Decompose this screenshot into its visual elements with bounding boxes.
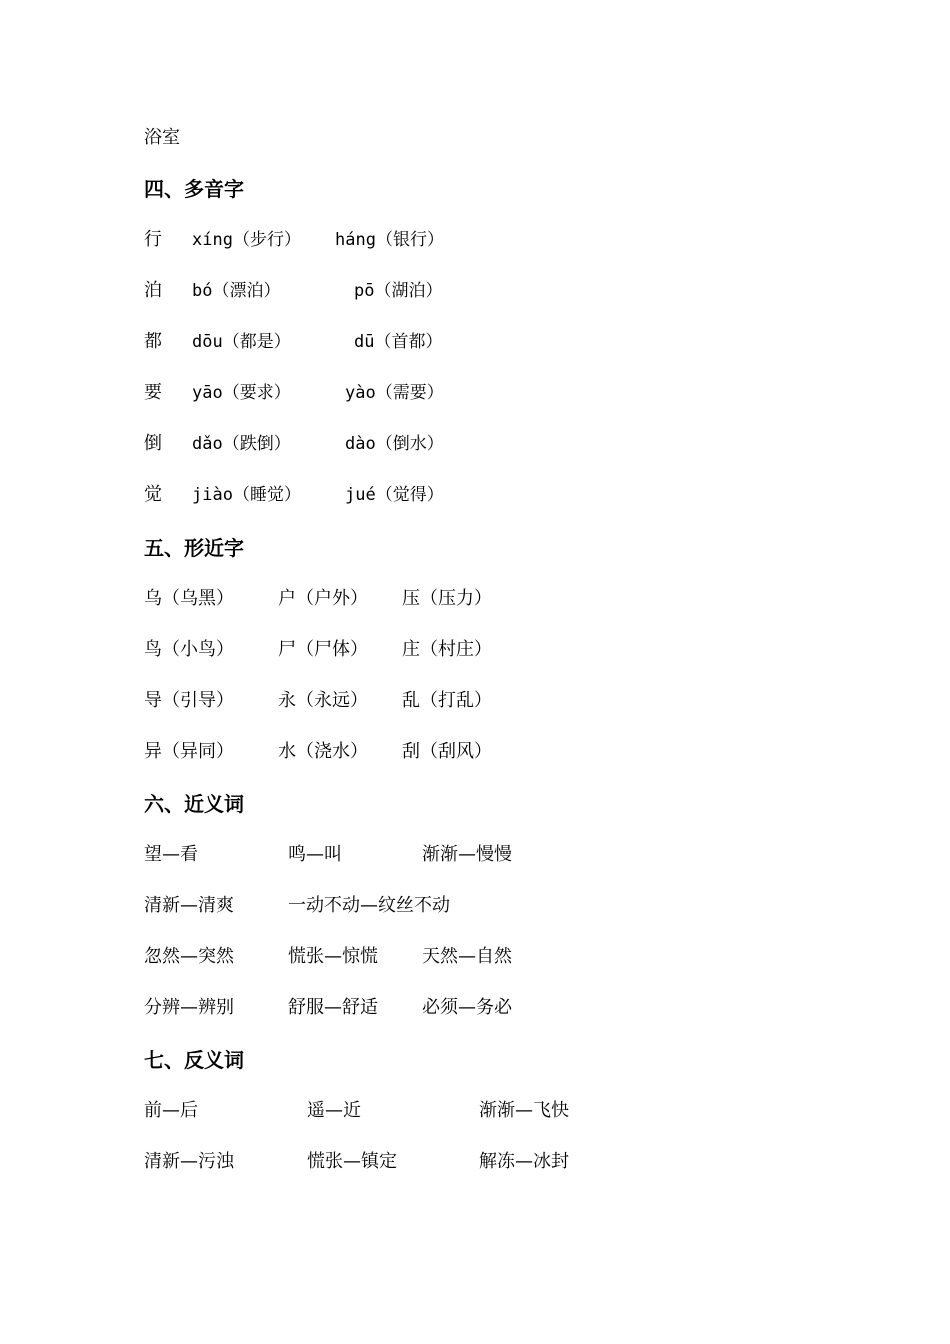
similar-shape-item: 永（永远） bbox=[278, 690, 368, 711]
polyphonic-char: 倒 bbox=[144, 433, 162, 454]
polyphonic-char: 觉 bbox=[144, 484, 162, 505]
similar-shape-item: 异（异同） bbox=[144, 741, 234, 762]
similar-shape-item: 导（引导） bbox=[144, 690, 234, 711]
similar-shape-item: 尸（尸体） bbox=[278, 639, 368, 660]
similar-shape-item: 乌（乌黑） bbox=[144, 588, 234, 609]
similar-shape-item: 庄（村庄） bbox=[402, 639, 492, 660]
polyphonic-reading-2: dū（首都） bbox=[354, 332, 443, 352]
polyphonic-reading-2: pō（湖泊） bbox=[354, 281, 443, 301]
synonym-pair: 舒服—舒适 bbox=[288, 997, 378, 1018]
polyphonic-reading-2: yào（需要） bbox=[345, 383, 444, 403]
similar-shape-item: 压（压力） bbox=[402, 588, 492, 609]
synonym-pair: 清新—清爽 bbox=[144, 895, 234, 916]
polyphonic-reading-1: dǎo（跌倒） bbox=[192, 434, 291, 454]
polyphonic-char: 要 bbox=[144, 382, 162, 403]
antonym-pair: 清新—污浊 bbox=[144, 1151, 234, 1172]
similar-shape-item: 户（户外） bbox=[278, 588, 368, 609]
similar-shape-item: 乱（打乱） bbox=[402, 690, 492, 711]
synonym-pair: 忽然—突然 bbox=[144, 946, 234, 967]
polyphonic-char: 泊 bbox=[144, 280, 162, 301]
polyphonic-reading-2: jué（觉得） bbox=[345, 485, 444, 505]
synonym-pair: 必须—务必 bbox=[422, 997, 512, 1018]
polyphonic-reading-2: háng（银行） bbox=[335, 230, 444, 250]
antonym-pair: 解冻—冰封 bbox=[479, 1151, 569, 1172]
polyphonic-reading-1: jiào（睡觉） bbox=[192, 485, 301, 505]
synonym-pair: 慌张—惊慌 bbox=[288, 946, 378, 967]
similar-shape-item: 水（浇水） bbox=[278, 741, 368, 762]
similar-shape-item: 刮（刮风） bbox=[402, 741, 492, 762]
polyphonic-char: 都 bbox=[144, 331, 162, 352]
synonym-pair: 渐渐—慢慢 bbox=[422, 844, 512, 865]
synonym-pair: 鸣—叫 bbox=[288, 844, 342, 865]
antonym-pair: 前—后 bbox=[144, 1100, 198, 1121]
similar-shape-item: 鸟（小鸟） bbox=[144, 639, 234, 660]
synonym-pair: 分辨—辨别 bbox=[144, 997, 234, 1018]
antonym-pair: 慌张—镇定 bbox=[307, 1151, 397, 1172]
section-heading-similar-shape: 五、形近字 bbox=[144, 536, 244, 560]
synonym-pair: 一动不动—纹丝不动 bbox=[288, 895, 450, 916]
top-word: 浴室 bbox=[144, 127, 180, 148]
polyphonic-reading-1: dōu（都是） bbox=[192, 332, 291, 352]
polyphonic-char: 行 bbox=[144, 229, 162, 250]
polyphonic-reading-2: dào（倒水） bbox=[345, 434, 444, 454]
section-heading-polyphonic: 四、多音字 bbox=[144, 177, 244, 201]
polyphonic-reading-1: bó（漂泊） bbox=[192, 281, 281, 301]
antonym-pair: 渐渐—飞快 bbox=[479, 1100, 569, 1121]
antonym-pair: 遥—近 bbox=[307, 1100, 361, 1121]
section-heading-antonyms: 七、反义词 bbox=[144, 1048, 244, 1072]
section-heading-synonyms: 六、近义词 bbox=[144, 792, 244, 816]
polyphonic-reading-1: yāo（要求） bbox=[192, 383, 291, 403]
synonym-pair: 天然—自然 bbox=[422, 946, 512, 967]
polyphonic-reading-1: xíng（步行） bbox=[192, 230, 301, 250]
synonym-pair: 望—看 bbox=[144, 844, 198, 865]
